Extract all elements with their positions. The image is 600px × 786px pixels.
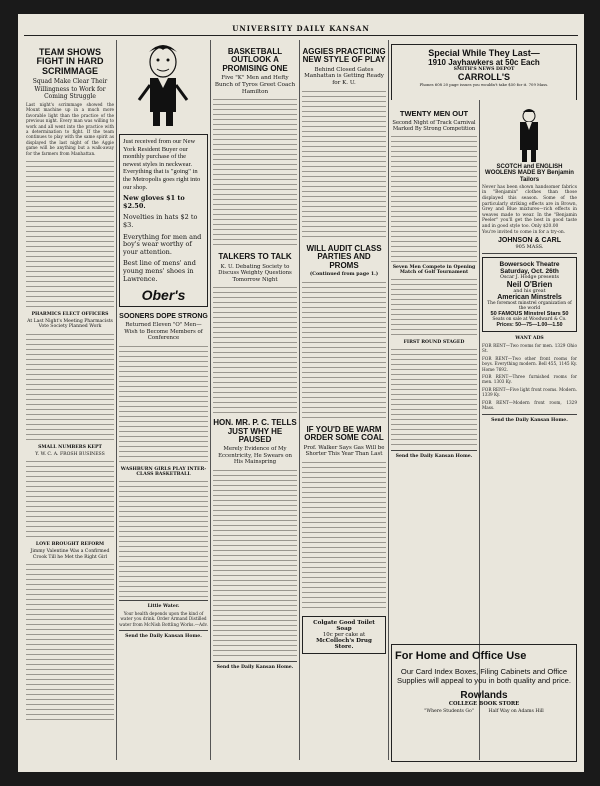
rowlands-ad	[391, 644, 577, 762]
talkers-subhead: K. U. Debating Society to Discuss Weighty Questions Tomorrow Night	[218, 263, 292, 283]
washburn-body	[119, 479, 208, 597]
column-4	[302, 40, 386, 765]
article-body-filler	[26, 159, 114, 309]
audit-headline: WILL AUDIT CLASS PARTIES AND PROMS	[306, 243, 382, 270]
foremost: The foremost minstrel organization of the world	[487, 301, 572, 312]
clown-illustration	[119, 40, 208, 132]
store-line: SMITH'S NEWS DEPOT	[453, 67, 515, 72]
sooners-subhead: Returned Eleven "O" Men—Wish to Become Members of Conference	[124, 322, 203, 342]
column-3	[213, 40, 297, 765]
want-ads-headline: WANT ADS	[515, 336, 544, 342]
hon-body	[213, 468, 297, 658]
home-office-text: Our Card Index Boxes, Filing Cabinets and Office Supplies will appeal to you in both quality and price.	[397, 667, 571, 686]
scotch-headline: SCOTCH and ENGLISH WOOLENS MADE BY Benjamin Tailors	[485, 164, 574, 183]
send-kansan-home: Send the Daily Kansan Home.	[216, 664, 294, 670]
article-body: Last night's scrimmage showed the Mount machine up in a much more favorable light than the practice of the previous night. Every man was willing to work and all went into the practice with a determination to fight. If the team continues to play with the same spirit as displayed the last night of the Aggie game will be anything but a walk-away for the farmers from Manhattan.	[26, 101, 114, 156]
store-name: CARROLL'S	[457, 72, 511, 82]
column-divider	[210, 40, 211, 760]
neil-sub: and his great	[513, 289, 546, 295]
masthead-rule	[24, 35, 578, 36]
seats-on-sale: Seats on sale at Woodward & Co.	[492, 317, 567, 323]
special-ad	[391, 40, 577, 100]
american-minstrels: American Minstrels	[497, 294, 562, 302]
aggies-body	[302, 89, 386, 239]
special-offer: 1910 Jayhawkers at 50c Each	[428, 58, 540, 67]
talkers-body	[213, 285, 297, 413]
column-6	[482, 106, 577, 666]
send-kansan-home: Send the Daily Kansan Home.	[395, 454, 473, 460]
column-divider	[116, 40, 117, 760]
warm-headline: IF YOU'D BE WARM ORDER SOME COAL	[304, 424, 384, 443]
colgate-ad	[302, 616, 386, 654]
basketball-subhead: Five "K" Men and Hefty Bunch of Tyros Greet Coach Hamilton	[214, 75, 296, 95]
johnson-address: 905 MASS.	[515, 244, 544, 251]
rowlands-sub: COLLEGE BOOK STORE	[448, 700, 520, 707]
golf-headline: Seven Men Compete in Opening Match of Golf Tournament	[392, 265, 476, 276]
want-ad-item: FOR RENT—Modern front room, 1329 Mass.	[482, 399, 577, 411]
newspaper-page	[18, 14, 584, 772]
scotch-call: You're invited to come in for a try-on.	[482, 229, 566, 235]
warm-subhead: Prof. Walker Says Gas Will be Shorter This Year Than Last	[303, 444, 385, 458]
column-divider	[388, 40, 389, 760]
pharmics-headline: PHARMICS ELECT OFFICERS	[31, 311, 109, 317]
small-numbers-subhead: Y. W. C. A. FROSH BUSINESS	[35, 451, 105, 457]
sooners-body	[119, 344, 208, 464]
rowlands-footer: "Where Students Go" Half Way on Adams Hill	[424, 708, 544, 714]
audit-continued: (Continued from page 1.)	[309, 271, 379, 278]
little-water-headline: Little Water.	[147, 603, 180, 609]
small-numbers-headline: SMALL NUMBERS KEPT	[38, 444, 102, 450]
obers-ad-text: Just received from our New York Resident Buyer our monthly purchase of the newest styles in neckwear. Everything that is "going" in the Metropolis goes right into our shop.	[123, 138, 201, 191]
column-5	[391, 106, 477, 666]
subhead: Squad Make Clear Their Willingness to Work for Coming Struggle	[32, 78, 108, 100]
colgate-sub: 10c per cake at	[322, 631, 366, 638]
love-reform-subhead: Jimmy Valentine Was a Confirmed Crook Till he Met the Right Girl	[30, 549, 110, 560]
novelties-text: Novelties in hats $2 to $3.	[123, 213, 198, 229]
bowersock-title: Bowersock Theatre Saturday, Oct. 26th	[499, 261, 560, 276]
twenty-men-headline: TWENTY MEN OUT	[399, 109, 469, 118]
little-water-text: Your health depends upon the kind of water you drink. Order Armand Distilled water from McNish Bottling Works.—Adv.	[119, 610, 208, 627]
pharmics-body	[26, 332, 114, 442]
rowlands-name: Rowlands	[460, 689, 508, 701]
hon-headline: HON. MR. P. C. TELLS JUST WHY HE PAUSED	[213, 418, 297, 444]
send-kansan-home: Send the Daily Kansan Home.	[491, 417, 568, 423]
headline-team-shows-fight: TEAM SHOWS FIGHT IN HARD SCRIMMAGE	[36, 47, 104, 76]
first-round-body	[391, 347, 477, 447]
basketball-body	[213, 97, 297, 247]
washburn-headline: WASHBURN GIRLS PLAY INTER-CLASS BASKETBALL	[120, 466, 207, 477]
home-office-title: For Home and Office Use	[395, 650, 527, 662]
obers-ad	[119, 134, 208, 307]
store-phones: Phones 608 20 page issues you wouldn't take $50 for it. 709 Mass.	[419, 82, 549, 87]
warm-body	[302, 460, 386, 612]
column-divider	[299, 40, 300, 760]
first-round: FIRST ROUND STAGED	[403, 340, 465, 346]
masthead: UNIVERSITY DAILY KANSAN	[232, 24, 370, 33]
talkers-headline: TALKERS TO TALK	[218, 252, 292, 262]
colgate-store: McColloch's Drug Store.	[316, 637, 372, 650]
prices: Prices: 50—75—1.00—1.50	[496, 322, 563, 329]
small-numbers-body	[26, 459, 114, 539]
want-ad-item: FOR RENT—Two rooms for men. 1329 Ohio St.	[482, 343, 577, 354]
golf-body	[391, 277, 477, 337]
love-reform-headline: LOVE BROUGHT REFORM	[35, 542, 105, 548]
neil-obrien: Neil O'Brien	[506, 280, 553, 290]
want-ad-item: FOR RENT—Three furnished rooms for men. 1303 Ky.	[482, 374, 577, 385]
want-ad-item: FOR RENT—Five light front rooms. Modern. 1339 Ky.	[482, 386, 577, 398]
obers-logo: Ober's	[141, 287, 186, 304]
special-headline: Special While They Last—	[428, 48, 540, 58]
love-reform-body	[26, 562, 114, 722]
scotch-text: Never has been shown handsomer fabrics in "Benjamin" clothes than those displayed this season. Some of the particularly striking effects are in Brown, Grey and Blue mixtures—rich effects in weaves made to wear. In the "Benjamin Peeler" you'll get the best in good taste and in good style too. Only $20.00	[482, 184, 577, 230]
send-kansan-home: Send the Daily Kansan Home.	[125, 634, 202, 640]
tailor-figure	[482, 106, 577, 164]
twenty-men-subhead: Second Night of Track Carnival Marked By Strong Competition	[392, 119, 476, 133]
twenty-men-body	[391, 134, 477, 262]
bowersock-ad	[482, 257, 577, 332]
pharmics-subhead: At Last Night's Meeting Pharmacists Vote Society Planned Work	[27, 318, 113, 330]
column-1	[26, 40, 114, 765]
audit-body	[302, 280, 386, 420]
hon-subhead: Merely Evidence of My Eccentricity, He Swears on His Mainspring	[218, 446, 292, 466]
johnson-carl: JOHNSON & CARL	[497, 237, 561, 245]
want-ad-item: FOR RENT—Two other front rooms for boys. Everything modern. Bell 455, 1145 Ky. Home 7692.	[482, 355, 577, 372]
sooners-headline: SOONERS DOPE STRONG	[119, 313, 208, 321]
colgate-headline: Colgate Good Toilet Soap	[313, 619, 375, 632]
gloves-text: New gloves $1 to $2.50.	[123, 194, 185, 210]
basketball-headline: BASKETBALL OUTLOOK A PROMISING ONE	[222, 47, 288, 73]
everything-text: Everything for men and boy's wear worthy of your attention.	[123, 232, 202, 256]
famous-stars: 50 FAMOUS Minstrel Stars 50	[490, 311, 569, 318]
aggies-headline: AGGIES PRACTICING NEW STYLE OF PLAY	[302, 47, 386, 65]
want-ads-list	[482, 343, 577, 410]
column-2	[119, 40, 208, 765]
presents: Oscar J. Hodge presents	[500, 275, 559, 281]
aggies-subhead: Behind Closed Gates Manhattan is Getting Ready for K. U.	[304, 66, 384, 87]
shoes-text: Best line of mens' and young mens' shoes in Lawrence.	[123, 259, 196, 283]
